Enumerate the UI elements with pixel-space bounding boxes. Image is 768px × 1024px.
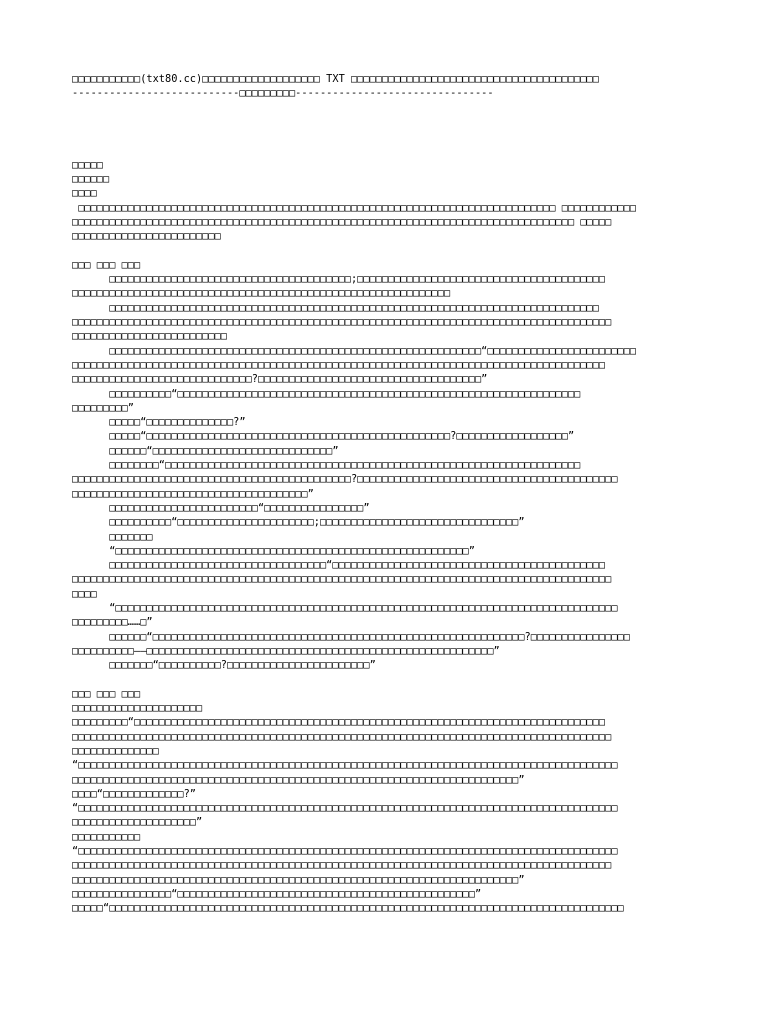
text-line: □□□□□□□□□□□□□□□□□□□□□□□□□□□□□□□□□□□□□□□□□□□□□□□□□□□□□□□□□□□□□□□□□□□□□□□□” (72, 873, 525, 886)
text-line: □□□□□□□□□□□□□□□□□□□□□□□□□□□□□□□□□□□□□□□□□□□□□?□□□□□□□□□□□□□□□□□□□□□□□□□□□□□□□□□□□□□□□□□□ (72, 473, 618, 486)
text-line: □□□□□□□□□□□□□□□□□□□□□□□□□□□□□□□□□□□□□□” (72, 487, 314, 500)
text-line: “□□□□□□□□□□□□□□□□□□□□□□□□□□□□□□□□□□□□□□□□□□□□□□□□□□□□□□□□□□□□□□□□□□□□□□□□□□□□□□□□□ (72, 601, 618, 614)
text-line: □□□□□□□□□□□(txt80.cc)□□□□□□□□□□□□□□□□□□□ TXT □□□□□□□□□□□□□□□□□□□□□□□□□□□□□□□□□□□□□□□□ (72, 73, 599, 85)
text-line (72, 101, 712, 115)
text-line (72, 143, 712, 157)
text-line: □□□□□□□□□□□□□□□□“□□□□□□□□□□□□□□□□□□□□□□□□□□□□□□□□□□□□□□□□□□□□□□□□” (72, 887, 482, 900)
text-line: □□□□□□□□□□□□□□□□□□□□□□□□□□□□□□□□□□□□□□□;□□□□□□□□□□□□□□□□□□□□□□□□□□□□□□□□□□□□□□□□ (72, 273, 606, 286)
text-line: □□□□□□□□□□□□□□□□□□□□” (72, 816, 203, 829)
text-line: □□□□□□□ (72, 530, 153, 543)
text-line: □□□ □□□ □□□ (72, 258, 141, 271)
text-line: □□□□□□□□□□□□□□□□□□□□□ (72, 702, 203, 715)
text-line: □□□□□□□□□□□□□□□□□□□□□□□□□□□□□□□□□□□□□□□□□□□□□□□□□□□□□□□□□□□□□□□□□□□□□□□□□□□□□□□□□□□□□□□ (72, 316, 612, 329)
text-line: “□□□□□□□□□□□□□□□□□□□□□□□□□□□□□□□□□□□□□□□□□□□□□□□□□□□□□□□□□□□□□□□□□□□□□□□□□□□□□□□□□□□□□□□ (72, 845, 618, 858)
text-line: □□□□□□□□□□□□□□□□□□□□□□□□□□□□□□□□□□□□□□□□□□□□□□□□□□□□□□□□□□□□□□□□□□□□□□□□□□□□□□□□□□□□□□□ (72, 573, 612, 586)
text-line: □□□□□□“□□□□□□□□□□□□□□□□□□□□□□□□□□□□□□□□□□□□□□□□□□□□□□□□□□□□□□□□□□□□?□□□□□□□□□□□□□□□□ (72, 630, 630, 643)
text-line: □□□□□□□□□……□” (72, 616, 153, 629)
text-line: □□□□□“□□□□□□□□□□□□□□?” (72, 416, 246, 429)
text-line: □□□□□□□□□□□□□□ (72, 744, 159, 757)
text-line: □□□□□□□□□□□□□□□□□□□□□□□□□ (72, 330, 227, 343)
text-line: □□□□□□□□□□□□□□□□□□□□□□□□□□□□□□□□□□□□□□□□□□□□□□□□□□□□□□□□□□□□□□□□□□□□□□□□□□□□□□□□□ □□□□□ (72, 215, 612, 228)
text-line: □□□□□□□□□□□□□□□□□□□□□□□□□□□□□□□□□□□□□□□□□□□□□□□□□□□□□□□□□□□□□□□□□□□□□□□□” (72, 773, 525, 786)
text-line: □□□□□□□□□□□□□□□□□□□□□□□□“□□□□□□□□□□□□□□□□” (72, 501, 370, 514)
text-line: □□□□ (72, 587, 97, 600)
text-line: □□□□□□□□□□——□□□□□□□□□□□□□□□□□□□□□□□□□□□□□□□□□□□□□□□□□□□□□□□□□□□□□□□□” (72, 644, 500, 657)
text-line (72, 129, 712, 143)
text-line: □□□ □□□ □□□ (72, 687, 141, 700)
text-line (72, 115, 712, 129)
text-line: □□□□□□□□□“□□□□□□□□□□□□□□□□□□□□□□□□□□□□□□□□□□□□□□□□□□□□□□□□□□□□□□□□□□□□□□□□□□□□□□□□□□□□ (72, 716, 606, 729)
text-line: □□□□□□□□□□“□□□□□□□□□□□□□□□□□□□□□□;□□□□□□□□□□□□□□□□□□□□□□□□□□□□□□□□” (72, 516, 525, 529)
text-line: □□□□□“□□□□□□□□□□□□□□□□□□□□□□□□□□□□□□□□□□□□□□□□□□□□□□□□□?□□□□□□□□□□□□□□□□□□” (72, 430, 575, 443)
text-line: ---------------------------□□□□□□□□□-------------------------------- (72, 87, 494, 100)
text-line: □□□□ (72, 187, 97, 200)
text-line: □□□□□□□□□□□□□□□□□□□□□□□□□□□□□□□□□□□□□□□□□□□□□□□□□□□□□□□□□□□□“□□□□□□□□□□□□□□□□□□□□□□□□ (72, 344, 637, 357)
text-line: “□□□□□□□□□□□□□□□□□□□□□□□□□□□□□□□□□□□□□□□□□□□□□□□□□□□□□□□□□” (72, 544, 475, 557)
text-line: “□□□□□□□□□□□□□□□□□□□□□□□□□□□□□□□□□□□□□□□□□□□□□□□□□□□□□□□□□□□□□□□□□□□□□□□□□□□□□□□□□□□□□□□ (72, 759, 618, 772)
text-line (72, 672, 712, 686)
text-line: □□□□□□□□□□□□□□□□□□□□□□□□□□□□□□□□□□□□□□□□□□□□□□□□□□□□□□□□□□□□□□□□□□□□□□□□□□□□□□□□□□□□□□□ (72, 859, 612, 872)
text-line: □□□□□ (72, 158, 103, 171)
text-line: □□□□□□□□□□“□□□□□□□□□□□□□□□□□□□□□□□□□□□□□□□□□□□□□□□□□□□□□□□□□□□□□□□□□□□□□□□□□ (72, 387, 581, 400)
text-line: □□□□□□□□□□□□□□□□□□□□□□□□□□□□□□□□□□□“□□□□□□□□□□□□□□□□□□□□□□□□□□□□□□□□□□□□□□□□□□□□ (72, 559, 606, 572)
document-page (72, 72, 712, 916)
text-line: □□□□□□ (72, 173, 110, 186)
text-line: □□□□□□□□□□□□□□□□□□□□□□□□□□□□□□□□□□□□□□□□□□□□□□□□□□□□□□□□□□□□□□□□□□□□□□□□□□□□□ □□□□□□□□□□□□ (72, 201, 637, 214)
text-line: □□□□□□□□□□□ (72, 830, 141, 843)
text-line: □□□□□□“□□□□□□□□□□□□□□□□□□□□□□□□□□□□□” (72, 444, 339, 457)
text-line: □□□□□□□□□□□□□□□□□□□□□□□□□□□□□□□□□□□□□□□□□□□□□□□□□□□□□□□□□□□□□ (72, 287, 451, 300)
text-line: □□□□□“□□□□□□□□□□□□□□□□□□□□□□□□□□□□□□□□□□□□□□□□□□□□□□□□□□□□□□□□□□□□□□□□□□□□□□□□□□□□□□□□□□□ (72, 902, 624, 915)
text-line: □□□□□□□□□□□□□□□□□□□□□□□□□□□□□□□□□□□□□□□□□□□□□□□□□□□□□□□□□□□□□□□□□□□□□□□□□□□□□□□□□□□□□□ (72, 358, 606, 371)
text-line: “□□□□□□□□□□□□□□□□□□□□□□□□□□□□□□□□□□□□□□□□□□□□□□□□□□□□□□□□□□□□□□□□□□□□□□□□□□□□□□□□□□□□□□□ (72, 802, 618, 815)
text-line: □□□□□□□□□□□□□□□□□□□□□□□□ (72, 230, 221, 243)
text-line: □□□□□□□□“□□□□□□□□□□□□□□□□□□□□□□□□□□□□□□□□□□□□□□□□□□□□□□□□□□□□□□□□□□□□□□□□□□□ (72, 459, 581, 472)
text-line: □□□□□□□□□” (72, 401, 134, 414)
text-line: □□□□□□□□□□□□□□□□□□□□□□□□□□□□□□□□□□□□□□□□□□□□□□□□□□□□□□□□□□□□□□□□□□□□□□□□□□□□□□□ (72, 301, 599, 314)
text-line (72, 244, 712, 258)
text-line: □□□□□□□□□□□□□□□□□□□□□□□□□□□□□□□□□□□□□□□□□□□□□□□□□□□□□□□□□□□□□□□□□□□□□□□□□□□□□□□□□□□□□□□ (72, 730, 612, 743)
text-line: □□□□□□□“□□□□□□□□□□?□□□□□□□□□□□□□□□□□□□□□□□” (72, 659, 376, 672)
text-line: □□□□“□□□□□□□□□□□□□?” (72, 787, 196, 800)
text-line: □□□□□□□□□□□□□□□□□□□□□□□□□□□□□?□□□□□□□□□□□□□□□□□□□□□□□□□□□□□□□□□□□□” (72, 373, 488, 386)
